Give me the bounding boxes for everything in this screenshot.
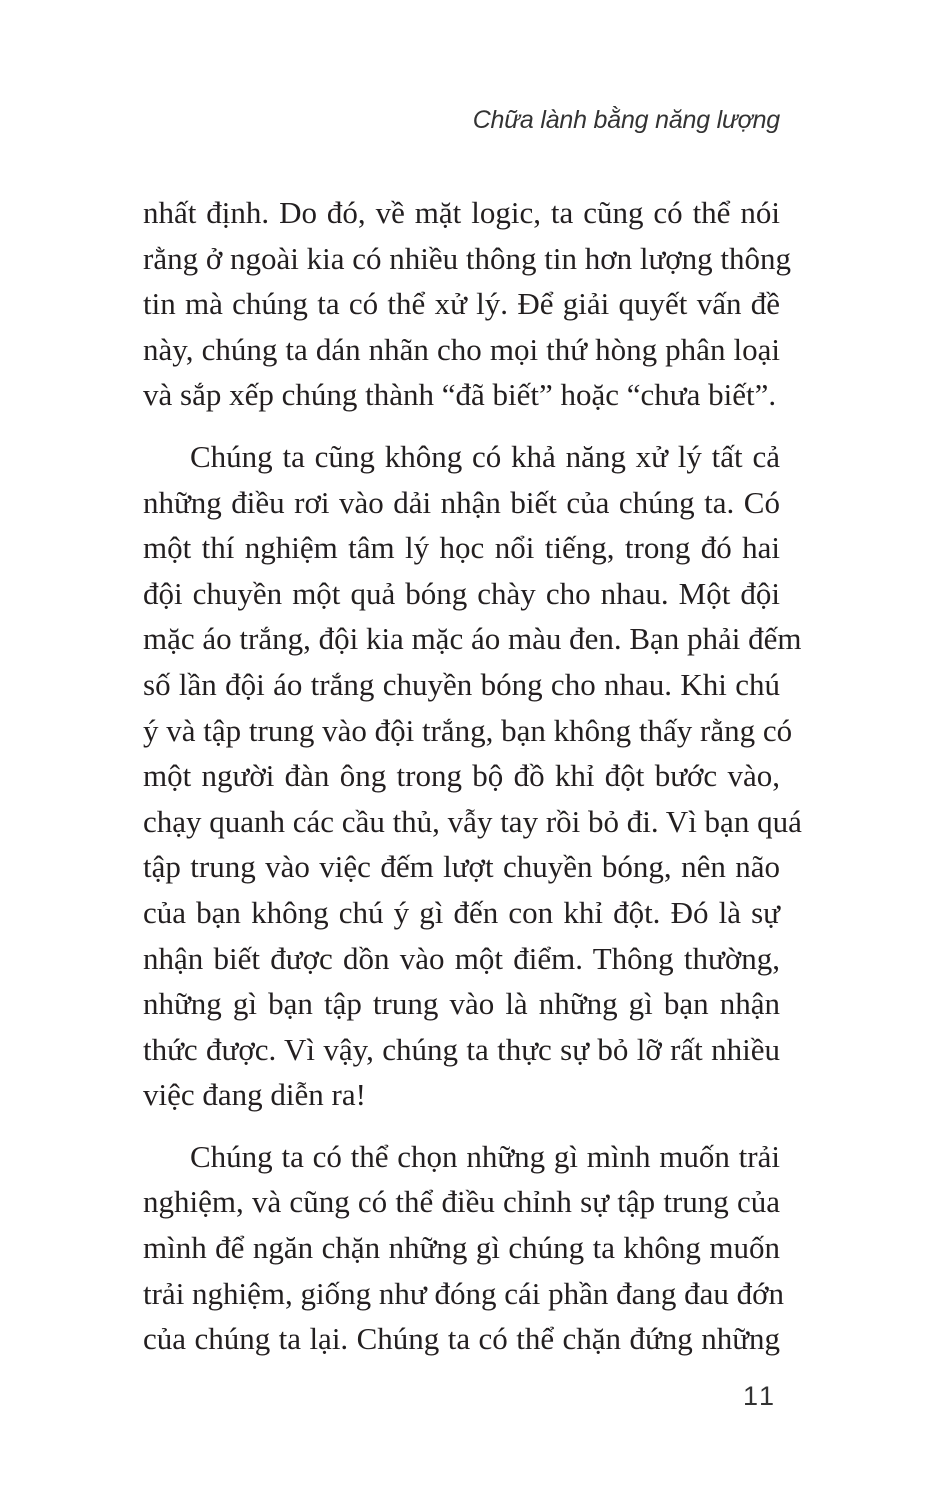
text-line: một thí nghiệm tâm lý học nổi tiếng, trong đó hai: [143, 530, 780, 566]
text-line: nhận biết được dồn vào một điểm. Thông thường,: [143, 940, 780, 976]
text-line: mặc áo trắng, đội kia mặc áo màu đen. Bạn phải đếm: [143, 621, 802, 657]
paragraph-2: [143, 434, 802, 1118]
paragraph-1: [143, 190, 792, 418]
text-line: rằng ở ngoài kia có nhiều thông tin hơn lượng thông: [143, 240, 792, 276]
text-line: mình để ngăn chặn những gì chúng ta không muốn: [143, 1230, 780, 1266]
text-line: chạy quanh các cầu thủ, vẫy tay rồi bỏ đi. Vì bạn quá: [143, 803, 802, 839]
text-line: ý và tập trung vào đội trắng, bạn không thấy rằng có: [143, 712, 793, 748]
text-line: việc đang diễn ra!: [143, 1077, 366, 1113]
paragraph-gap: [143, 1118, 780, 1134]
page-number: 11: [742, 1381, 777, 1411]
text-line: tin mà chúng ta có thể xử lý. Để giải quyết vấn đề: [143, 286, 780, 322]
text-line: thức được. Vì vậy, chúng ta thực sự bỏ lỡ rất nhiều: [143, 1031, 780, 1067]
text-line: Chúng ta cũng không có khả năng xử lý tất cả: [190, 438, 780, 474]
paragraph-gap: [143, 418, 780, 434]
text-line: số lần đội áo trắng chuyền bóng cho nhau. Khi chú: [143, 666, 780, 702]
text-line: Chúng ta có thể chọn những gì mình muốn trải: [190, 1138, 780, 1174]
text-line: một người đàn ông trong bộ đồ khỉ đột bước vào,: [143, 758, 780, 794]
paragraph-3: [143, 1134, 785, 1362]
running-header-title: Chữa lành bằng năng lượng: [472, 106, 780, 134]
text-line: của chúng ta lại. Chúng ta có thể chặn đứng những: [143, 1321, 780, 1357]
text-line: và sắp xếp chúng thành “đã biết” hoặc “chưa biết”.: [143, 377, 777, 413]
text-line: của bạn không chú ý gì đến con khỉ đột. Đó là sự: [143, 894, 780, 930]
text-line: tập trung vào việc đếm lượt chuyền bóng, nên não: [143, 849, 780, 885]
text-line: trải nghiệm, giống như đóng cái phần đang đau đớn: [143, 1275, 785, 1311]
text-line: nhất định. Do đó, về mặt logic, ta cũng có thể nói: [143, 195, 780, 230]
text-line: những điều rơi vào dải nhận biết của chúng ta. Có: [143, 484, 780, 520]
text-line: nghiệm, và cũng có thể điều chỉnh sự tập trung của: [143, 1184, 780, 1220]
text-line: này, chúng ta dán nhãn cho mọi thứ hòng phân loại: [143, 331, 780, 367]
body-text: [143, 190, 802, 1362]
text-line: những gì bạn tập trung vào là những gì bạn nhận: [143, 986, 780, 1022]
text-line: đội chuyền một quả bóng chày cho nhau. Một đội: [143, 575, 780, 611]
